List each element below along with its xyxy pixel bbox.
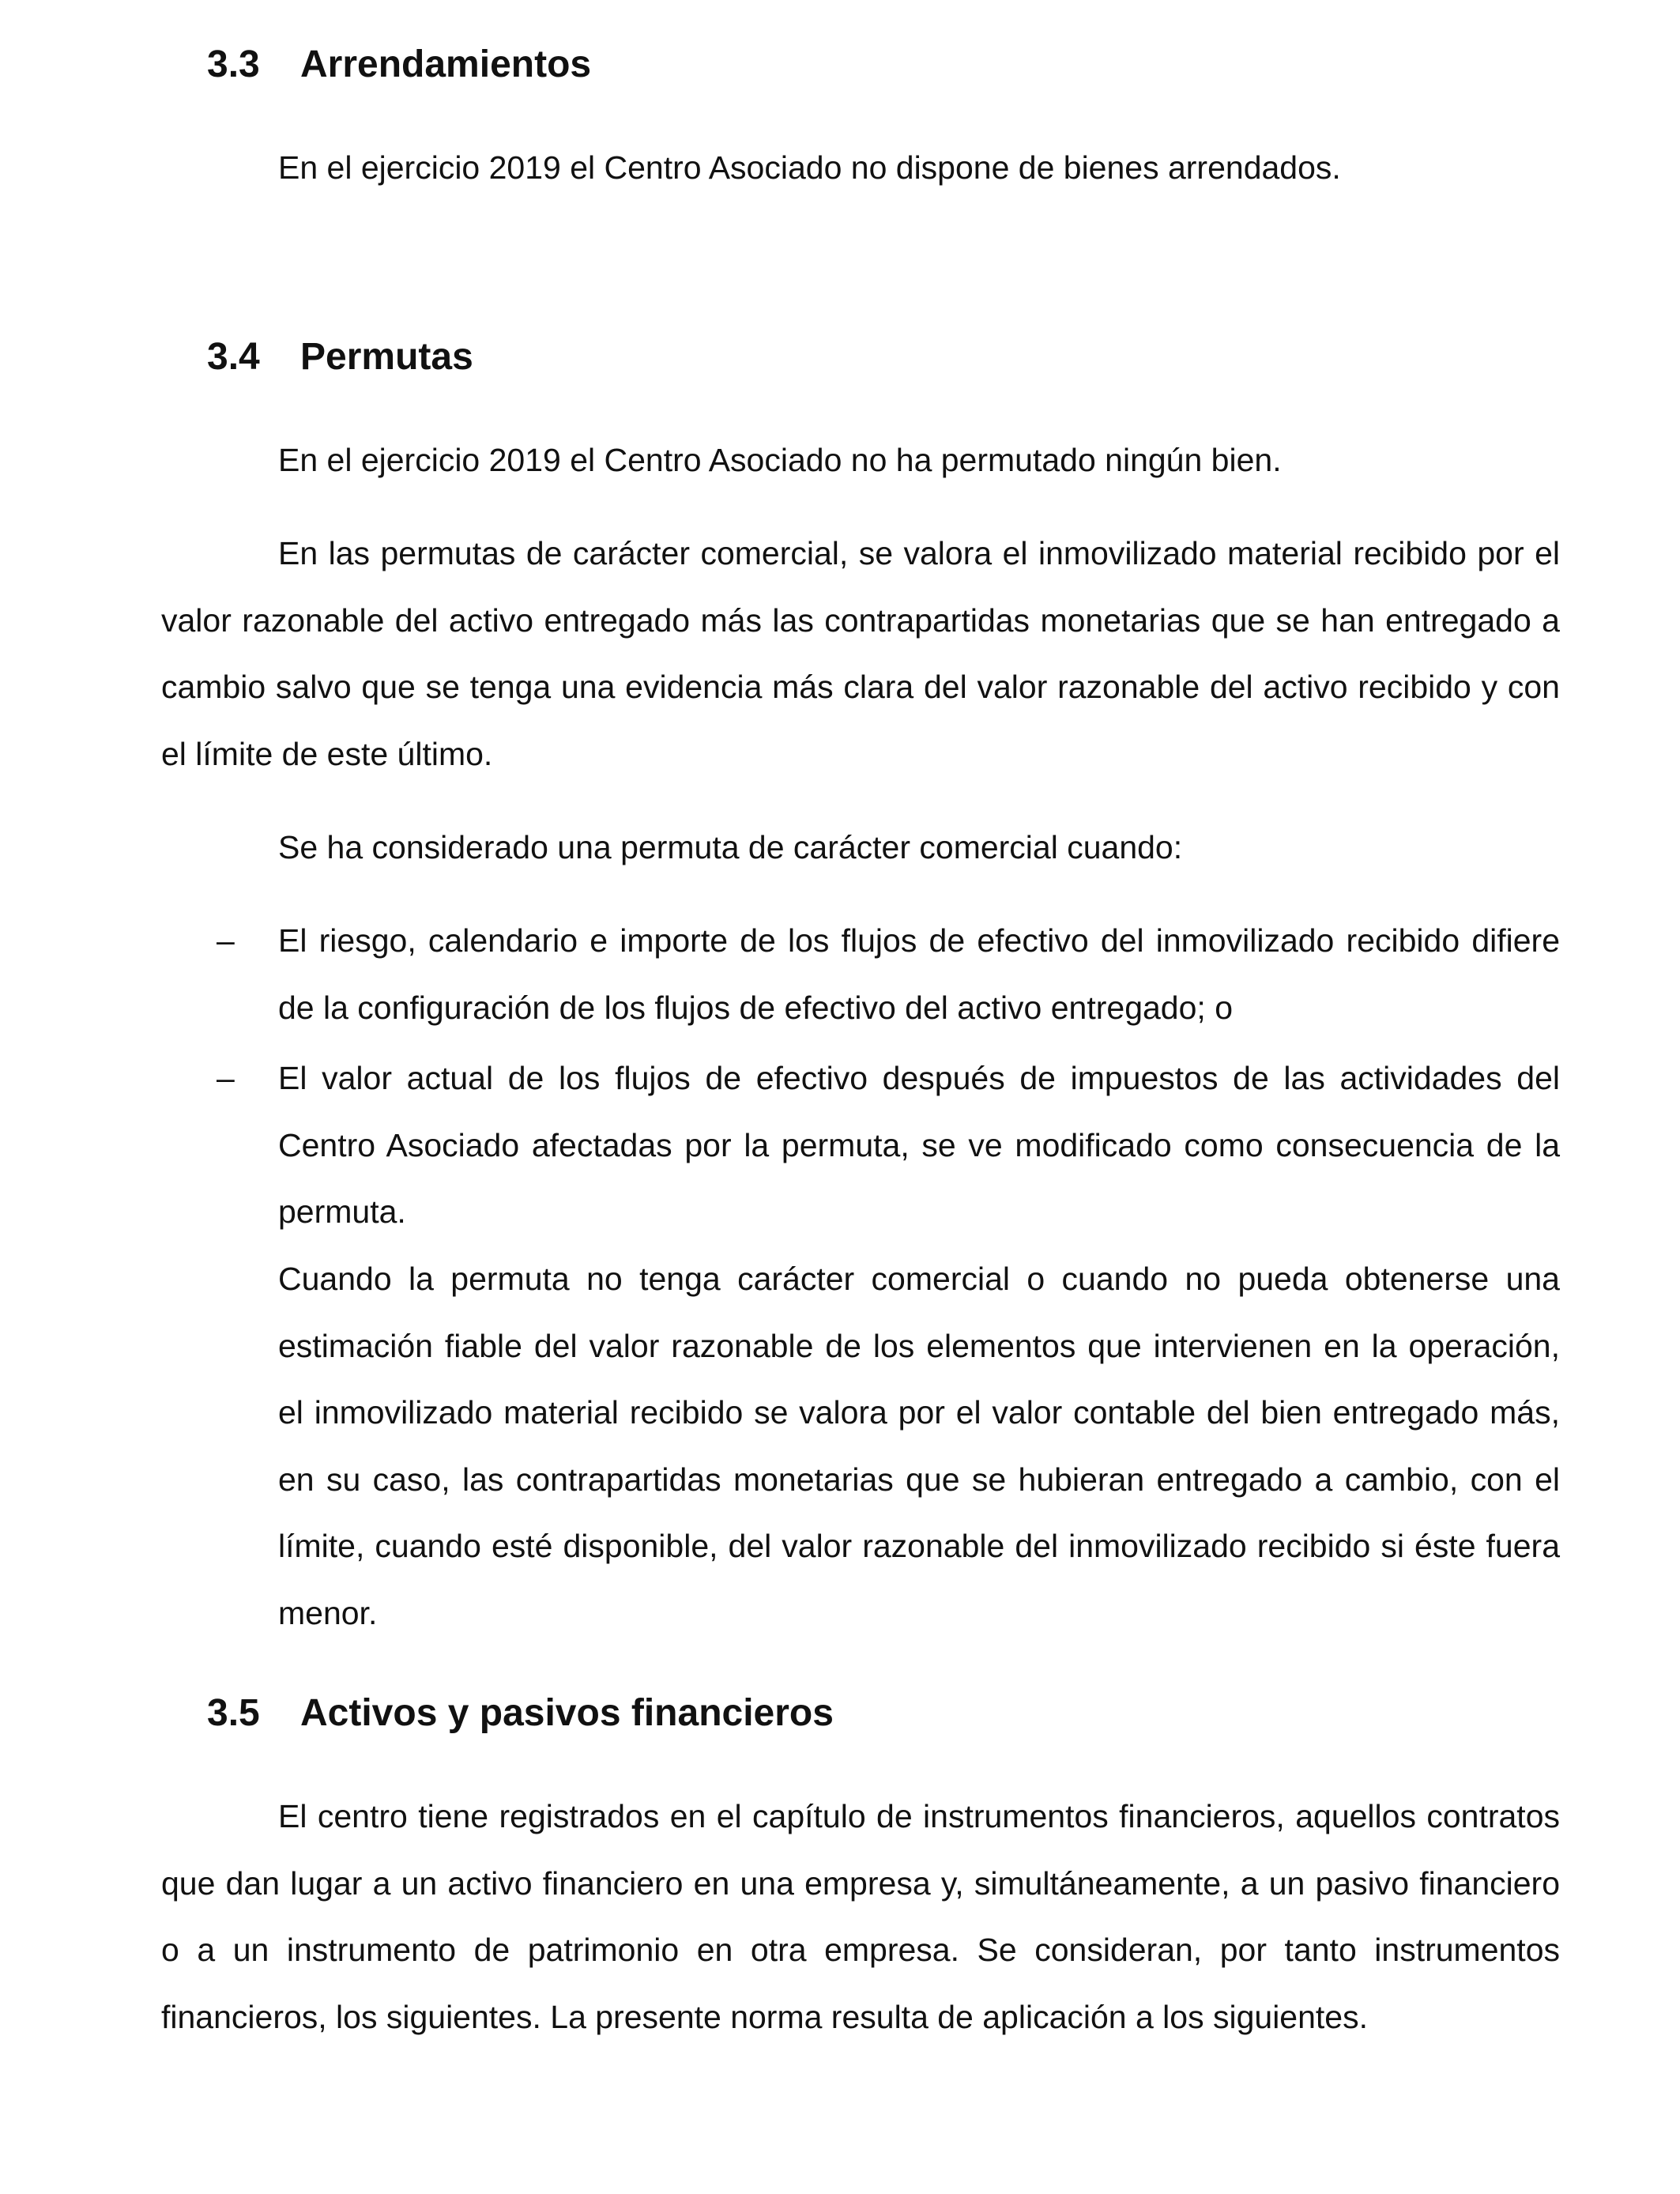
- paragraph: En el ejercicio 2019 el Centro Asociado no dispone de bienes arrendados.: [278, 149, 1341, 186]
- list-bullet-marker: –: [217, 1060, 235, 1096]
- paragraph: Se ha considerado una permuta de carácter comercial cuando:: [278, 829, 1183, 865]
- section-heading-activos-pasivos: [207, 1690, 834, 1737]
- paragraph: Cuando la permuta no tenga carácter comercial o cuando no pueda obtenerse una estimación fiable del valor razonable de los elementos que intervienen en la operación, el inmovilizado material recibido se valora por el valor contable del bien entregado más, en su caso, las contrapartidas monetarias que se hubieran entregado a cambio, con el límite, cuando esté disponible, del valor razonable del inmovilizado recibido si éste fuera menor.: [278, 1261, 1560, 1631]
- list-bullet-marker: –: [217, 922, 235, 959]
- paragraph: El centro tiene registrados en el capítulo de instrumentos financieros, aquellos contratos que dan lugar a un activo financiero en una empresa y, simultáneamente, a un pasivo financiero o a un instrumento de patrimonio en otra empresa. Se consideran, por tanto instrumentos financieros, los siguientes. La presente norma resulta de aplicación a los siguientes.: [161, 1798, 1560, 2035]
- paragraph: En el ejercicio 2019 el Centro Asociado no ha permutado ningún bien.: [278, 442, 1282, 478]
- section-title: Arrendamientos: [300, 43, 592, 85]
- list-item: El riesgo, calendario e importe de los flujos de efectivo del inmovilizado recibido difiere de la configuración de los flujos de efectivo del activo entregado; o: [278, 922, 1560, 1026]
- section-number: 3.5: [207, 1692, 260, 1734]
- section-number: 3.4: [207, 336, 260, 378]
- section-heading-arrendamientos: [207, 41, 591, 89]
- section-title: Activos y pasivos financieros: [300, 1692, 834, 1734]
- section-heading-permutas: [207, 334, 473, 381]
- paragraph: En las permutas de carácter comercial, se valora el inmovilizado material recibido por el valor razonable del activo entregado más las contrapartidas monetarias que se han entregado a cambio salvo que se tenga una evidencia más clara del valor razonable del activo recibido y con el límite de este último.: [161, 535, 1560, 772]
- list-item: El valor actual de los flujos de efectivo después de impuestos de las actividades del Centro Asociado afectadas por la permuta, se ve modificado como consecuencia de la permuta.: [278, 1060, 1560, 1230]
- section-title: Permutas: [300, 336, 473, 378]
- section-number: 3.3: [207, 43, 260, 85]
